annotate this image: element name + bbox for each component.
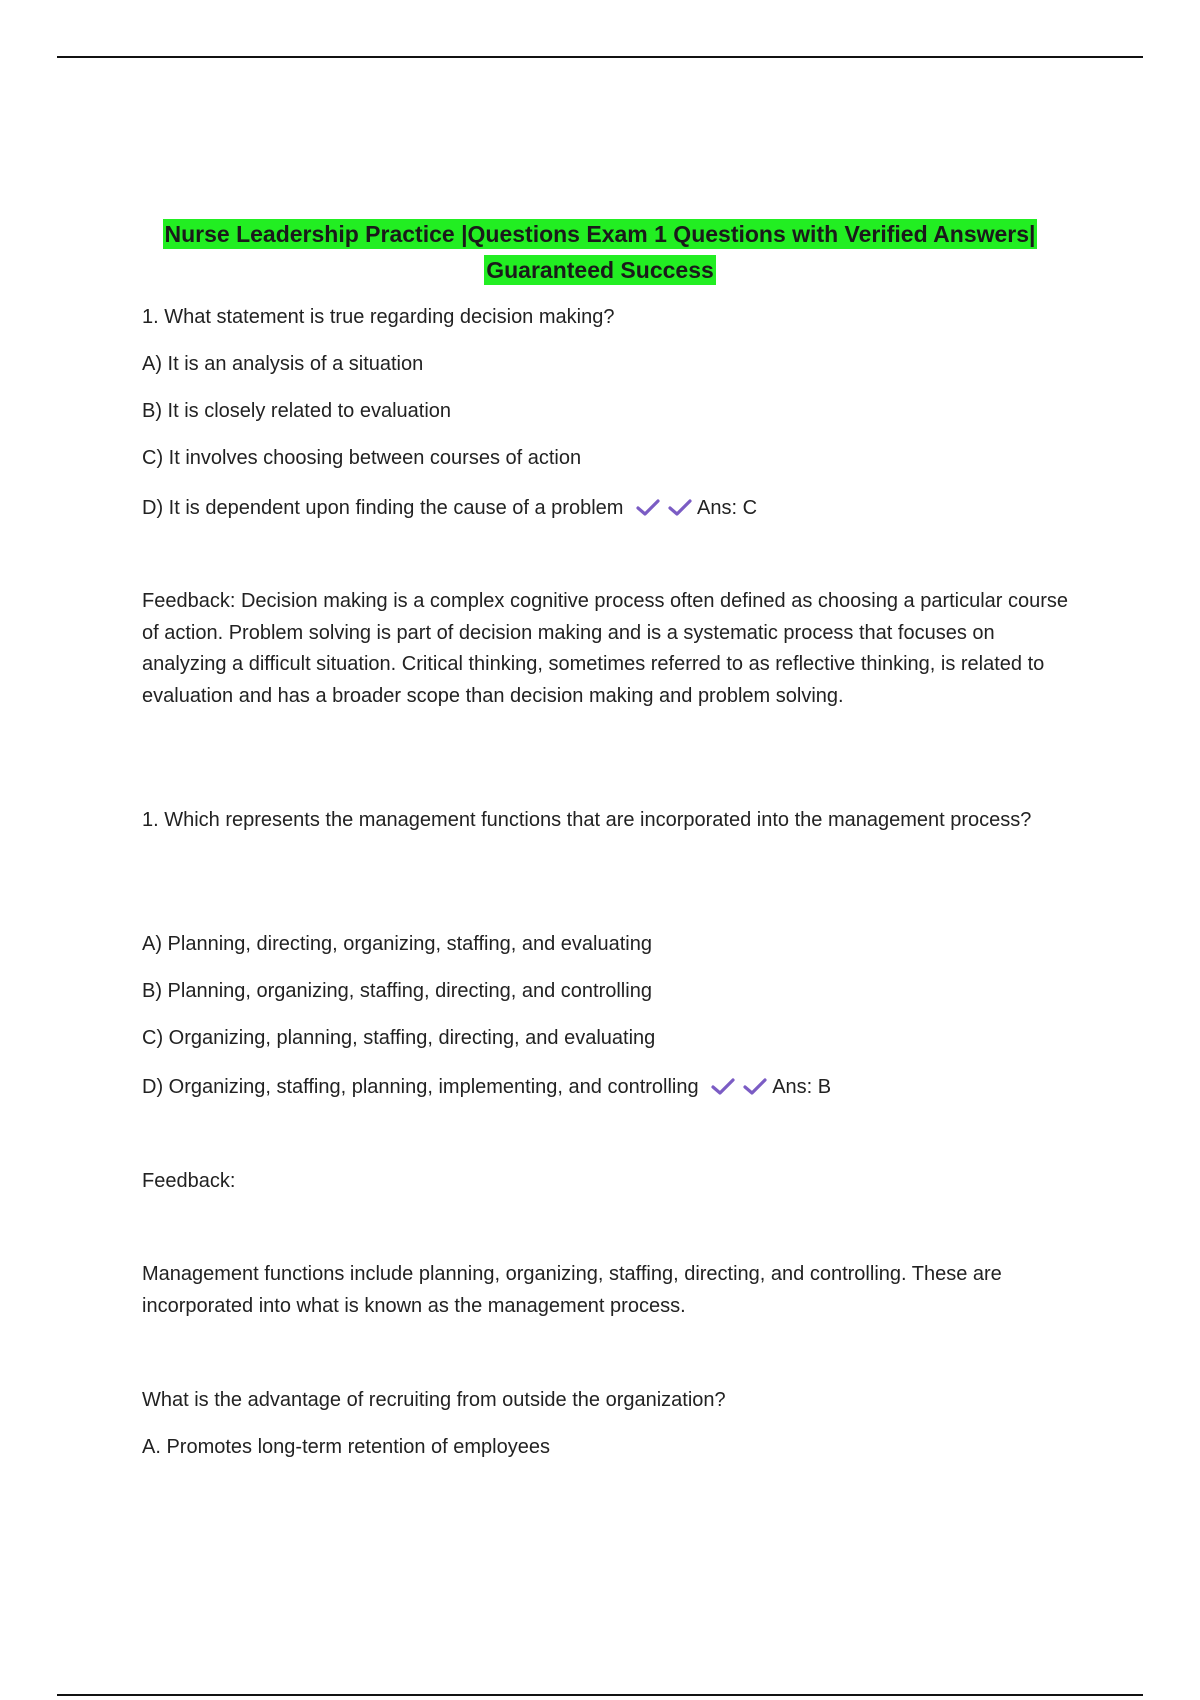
check-icon: [742, 1076, 768, 1096]
question-2-option-c: C) Organizing, planning, staffing, directing, and evaluating: [142, 1027, 656, 1049]
question-1-option-d-row: [142, 493, 757, 524]
question-1-answer: Ans: C: [697, 497, 758, 519]
question-1-text: 1. What statement is true regarding decision making?: [142, 306, 615, 328]
question-2-option-a: A) Planning, directing, organizing, staffing, and evaluating: [142, 933, 652, 955]
question-2-text: 1. Which represents the management functions that are incorporated into the management process?: [142, 809, 1032, 831]
question-2-feedback: Management functions include planning, organizing, staffing, directing, and controlling. These are incorporated into what is known as the management process.: [142, 1263, 1002, 1317]
question-1-feedback: Feedback: Decision making is a complex cognitive process often defined as choosing a particular course of action. Problem solving is part of decision making and is a systematic process that focuses on analyzing a difficult situation. Critical thinking, sometimes referred to as reflective thinking, is related to evaluation and has a broader scope than decision making and problem solving.: [142, 590, 1069, 707]
question-2-answer: Ans: B: [772, 1076, 832, 1098]
check-icon: [710, 1076, 736, 1096]
header-rule: [57, 56, 1143, 58]
question-3-option-a: A. Promotes long-term retention of employees: [142, 1436, 550, 1458]
question-2-feedback-label: Feedback:: [142, 1170, 236, 1192]
question-2-option-d: D) Organizing, staffing, planning, implementing, and controlling: [142, 1076, 699, 1098]
title-line-2: Guaranteed Success: [486, 257, 714, 283]
question-2-option-d-row: [142, 1072, 831, 1103]
question-1-option-b: B) It is closely related to evaluation: [142, 400, 452, 422]
check-icon: [667, 497, 693, 517]
question-1-option-c: C) It involves choosing between courses of action: [142, 447, 582, 469]
title-line-1: Nurse Leadership Practice |Questions Exam 1 Questions with Verified Answers|: [164, 221, 1036, 247]
question-1-option-d: D) It is dependent upon finding the cause of a problem: [142, 497, 624, 519]
question-1-option-a: A) It is an analysis of a situation: [142, 353, 424, 375]
check-icon: [635, 497, 661, 517]
question-3-text: What is the advantage of recruiting from outside the organization?: [142, 1389, 726, 1411]
question-2-option-b: B) Planning, organizing, staffing, directing, and controlling: [142, 980, 652, 1002]
footer-rule: [57, 1694, 1143, 1696]
document-title: [130, 216, 1070, 288]
